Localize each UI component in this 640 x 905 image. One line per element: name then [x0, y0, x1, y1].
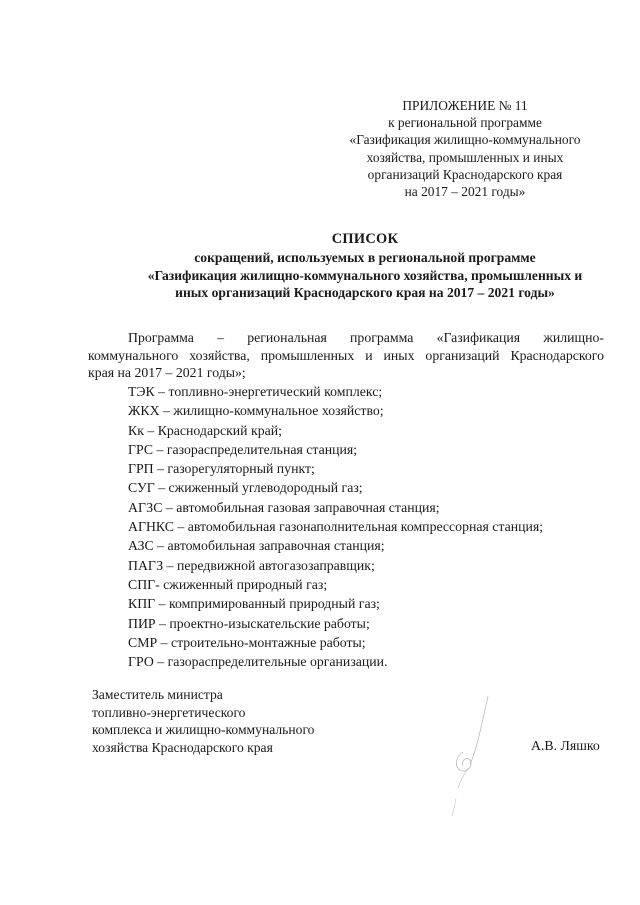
- document-title: [110, 231, 620, 302]
- program-word: организаций: [425, 347, 500, 363]
- abbreviation-item: СПГ- сжиженный природный газ;: [128, 576, 328, 592]
- abbreviation-item: СУГ – сжиженный углеводородный газ;: [128, 480, 363, 496]
- abbreviation-item: Кк – Краснодарский край;: [128, 422, 282, 438]
- abbreviation-item: ПАГЗ – передвижной автогазозаправщик;: [128, 557, 375, 573]
- abbreviation-item: АЗС – автомобильная заправочная станция;: [128, 538, 385, 554]
- program-word: хозяйства,: [189, 347, 250, 363]
- signer-position-line: хозяйства Краснодарского края: [92, 739, 273, 755]
- program-line-3: края на 2017 – 2021 годы»;: [88, 365, 246, 381]
- appendix-line: «Газификация жилищно-коммунального: [349, 132, 581, 148]
- program-word: жилищно-: [543, 330, 604, 345]
- title-heading: СПИСОК: [331, 231, 399, 247]
- signer-name: А.В. Ляшко: [531, 738, 600, 753]
- program-word: –: [217, 330, 225, 345]
- appendix-line: ПРИЛОЖЕНИЕ № 11: [402, 98, 528, 113]
- abbreviation-item: ГРО – газораспределительные организации.: [128, 654, 388, 670]
- program-word: и: [365, 347, 373, 363]
- abbreviation-list: [128, 382, 543, 671]
- signer-position-line: Заместитель министра: [92, 687, 223, 702]
- program-word: Краснодарского: [510, 347, 604, 363]
- title-line: иных организаций Краснодарского края на 2017 – 2021 годы»: [175, 285, 555, 301]
- appendix-line: к региональной программе: [388, 115, 542, 131]
- program-definition: [88, 329, 604, 382]
- program-word: промышленных: [260, 347, 355, 363]
- abbreviation-item: ЖКХ – жилищно-коммунальное хозяйство;: [128, 403, 384, 419]
- appendix-line: на 2017 – 2021 годы»: [404, 184, 526, 200]
- signer-position-line: комплекса и жилищно-коммунального: [92, 722, 315, 738]
- abbreviation-item: ГРС – газораспределительная станция;: [128, 441, 358, 457]
- abbreviation-item: АГЗС – автомобильная газовая заправочная станция;: [128, 499, 440, 515]
- signature-block: [92, 686, 314, 756]
- abbreviation-item: АГНКС – автомобильная газонаполнительная компрессорная станция;: [128, 519, 544, 535]
- program-line-1: [128, 329, 604, 347]
- program-word: Программа: [128, 330, 194, 345]
- program-word: коммунального: [88, 347, 179, 363]
- program-word: программа: [350, 330, 414, 345]
- appendix-header: [340, 97, 590, 200]
- appendix-line: организаций Краснодарского края: [367, 166, 563, 182]
- handwritten-signature: [430, 690, 510, 830]
- abbreviation-item: ГРП – газорегуляторный пункт;: [128, 461, 315, 477]
- program-word: «Газификация: [436, 330, 521, 345]
- title-line: «Газификация жилищно-коммунального хозяйства, промышленных и: [147, 267, 583, 283]
- abbreviation-item: СМР – строительно-монтажные работы;: [128, 634, 366, 650]
- program-line-2: [88, 347, 604, 365]
- abbreviation-item: ТЭК – топливно-энергетический комплекс;: [128, 384, 383, 399]
- appendix-line: хозяйства, промышленных и иных: [366, 149, 564, 165]
- program-word: региональная: [247, 330, 327, 345]
- title-line: сокращений, используемых в региональной программе: [194, 250, 536, 266]
- abbreviation-item: КПГ – компримированный природный газ;: [128, 596, 380, 612]
- program-word: иных: [383, 347, 415, 363]
- signer-position-line: топливно-энергетического: [92, 704, 246, 720]
- abbreviation-item: ПИР – проектно-изыскательские работы;: [128, 615, 370, 631]
